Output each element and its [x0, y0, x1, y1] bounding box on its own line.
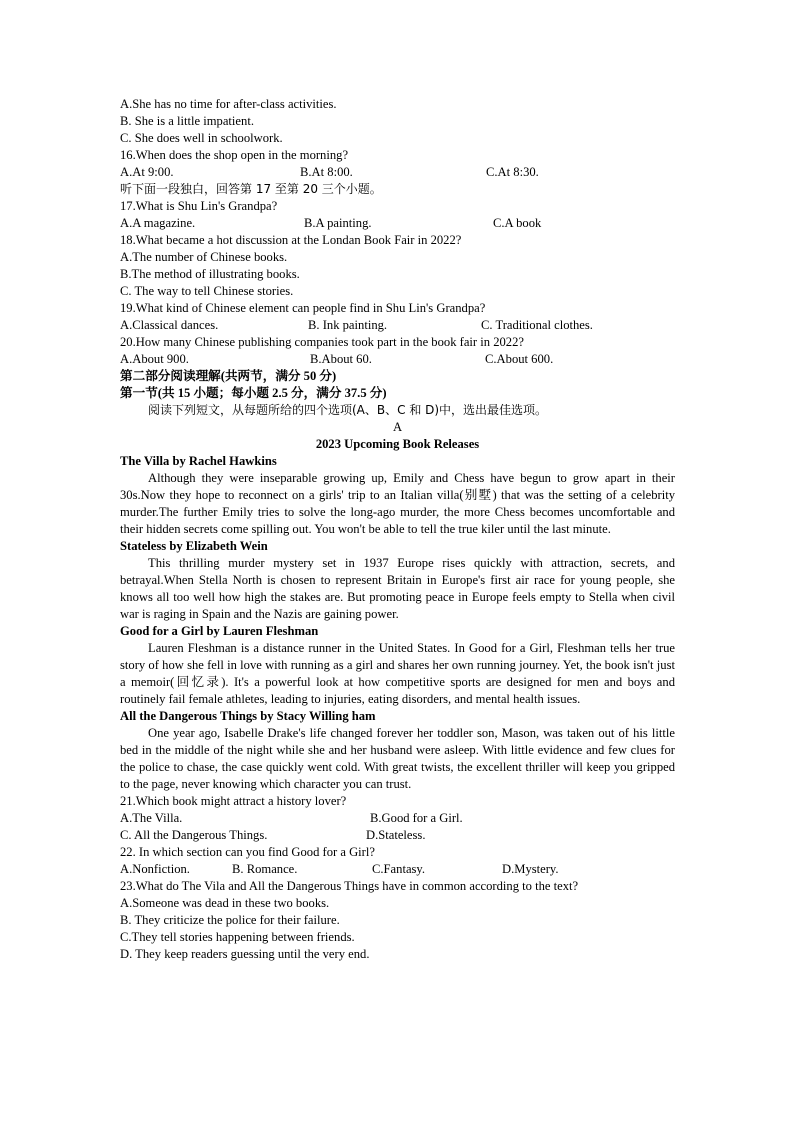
q22-option-a: A.Nonfiction. — [120, 862, 190, 876]
q19-option-a: A.Classical dances. — [120, 318, 219, 332]
section1-heading: 第一节(共 15 小题；每小题 2.5 分，满分 37.5 分) — [120, 386, 387, 400]
q23-option-a: A.Someone was dead in these two books. — [120, 896, 330, 910]
q22-option-d: D.Mystery. — [502, 862, 559, 876]
q21-question: 21.Which book might attract a history lover? — [120, 794, 347, 808]
q17-option-a: A.A magazine. — [120, 216, 196, 230]
q16-option-a: A.At 9:00. — [120, 165, 174, 179]
q16-options — [120, 164, 675, 181]
book-description: One year ago, Isabelle Drake's life changed forever her toddler son, Mason, was taken out of his little bed in the middle of the night while she and her husband were asleep. With little evidence and few clues for the police to chase, the case quickly went cold. With great twists, the excellent thriller will keep you gripped to the page, never knowing which character you can trust. — [120, 726, 675, 791]
q18-option-c: C. The way to tell Chinese stories. — [120, 284, 294, 298]
q19-question: 19.What kind of Chinese element can people find in Shu Lin's Grandpa? — [120, 301, 486, 315]
book-title: Good for a Girl by Lauren Fleshman — [120, 624, 319, 638]
q21-option-c: C. All the Dangerous Things. — [120, 828, 268, 842]
q21-option-d: D.Stateless. — [366, 828, 426, 842]
q21-options-row2 — [120, 827, 675, 844]
q15-option-a: A.She has no time for after-class activities. — [120, 97, 337, 111]
q17-options — [120, 215, 675, 232]
q21-options-row1 — [120, 810, 675, 827]
q18-option-a: A.The number of Chinese books. — [120, 250, 288, 264]
q21-option-b: B.Good for a Girl. — [370, 811, 463, 825]
q16-option-b: B.At 8:00. — [300, 165, 353, 179]
book-description: Although they were inseparable growing up, Emily and Chess have begun to grow apart in their 30s.Now they hope to reconnect on a girls' trip to an Italian villa(别墅) that was the setting of a celebrity murder.The further Emily tries to solve the long-ago murder, the more Chess becomes uncomfortable and their hidden secrets come spilling out. You won't be able to tell the true kiler until the last minute. — [120, 471, 675, 536]
q19-option-b: B. Ink painting. — [308, 318, 388, 332]
q19-options — [120, 317, 675, 334]
book-title: Stateless by Elizabeth Wein — [120, 539, 268, 553]
q17-option-b: B.A painting. — [304, 216, 372, 230]
passage-letter: A — [392, 420, 403, 434]
q23-option-b: B. They criticize the police for their failure. — [120, 913, 340, 927]
q20-option-c: C.About 600. — [485, 352, 554, 366]
q22-option-b: B. Romance. — [232, 862, 298, 876]
q23-option-c: C.They tell stories happening between friends. — [120, 930, 355, 944]
q15-option-b: B. She is a little impatient. — [120, 114, 254, 128]
book-description: Lauren Fleshman is a distance runner in the United States. In Good for a Girl, Fleshman tells her true story of how she fell in love with running as a girl and shares her own running journey. Yet, the book isn't just a memoir(回忆录). It's a powerful look at how competitive sports are designed for men and boys and routinely fail female athletes, leading to injuries, eating disorders, and mental health issues. — [120, 641, 675, 706]
part2-heading: 第二部分阅读理解(共两节，满分 50 分) — [120, 369, 337, 383]
book-title: The Villa by Rachel Hawkins — [120, 454, 277, 468]
q16-question: 16.When does the shop open in the morning? — [120, 148, 349, 162]
q20-question: 20.How many Chinese publishing companies took part in the book fair in 2022? — [120, 335, 524, 349]
passage-title: 2023 Upcoming Book Releases — [315, 437, 480, 451]
reading-instruction: 阅读下列短文，从每题所给的四个选项(A、B、C 和 D)中，选出最佳选项。 — [148, 403, 548, 417]
q17-question: 17.What is Shu Lin's Grandpa? — [120, 199, 278, 213]
q21-option-a: A.The Villa. — [120, 811, 183, 825]
q20-options — [120, 351, 675, 368]
q22-question: 22. In which section can you find Good for a Girl? — [120, 845, 375, 859]
q23-question: 23.What do The Vila and All the Dangerous Things have in common according to the text? — [120, 879, 579, 893]
q18-question: 18.What became a hot discussion at the Londan Book Fair in 2022? — [120, 233, 462, 247]
q20-option-b: B.About 60. — [310, 352, 372, 366]
monologue-instruction: 听下面一段独白，回答第 17 至第 20 三个小题。 — [120, 182, 382, 196]
q23-option-d: D. They keep readers guessing until the very end. — [120, 947, 370, 961]
q17-option-c: C.A book — [493, 216, 542, 230]
q16-option-c: C.At 8:30. — [486, 165, 539, 179]
book-title: All the Dangerous Things by Stacy Willing ham — [120, 709, 376, 723]
exam-page — [120, 96, 675, 963]
q15-option-c: C. She does well in schoolwork. — [120, 131, 283, 145]
q20-option-a: A.About 900. — [120, 352, 189, 366]
q22-option-c: C.Fantasy. — [372, 862, 426, 876]
q22-options — [120, 861, 675, 878]
q19-option-c: C. Traditional clothes. — [481, 318, 593, 332]
book-description: This thrilling murder mystery set in 1937 Europe rises quickly with attraction, secrets, and betrayal.When Stella North is chosen to represent Britain in Europe's first air race for young people, she knows all too well how high the stakes are. But promoting peace in Europe feels empty to Stella when civil war is raging in Spain and the Nazis are gaining power. — [120, 556, 675, 621]
q18-option-b: B.The method of illustrating books. — [120, 267, 300, 281]
